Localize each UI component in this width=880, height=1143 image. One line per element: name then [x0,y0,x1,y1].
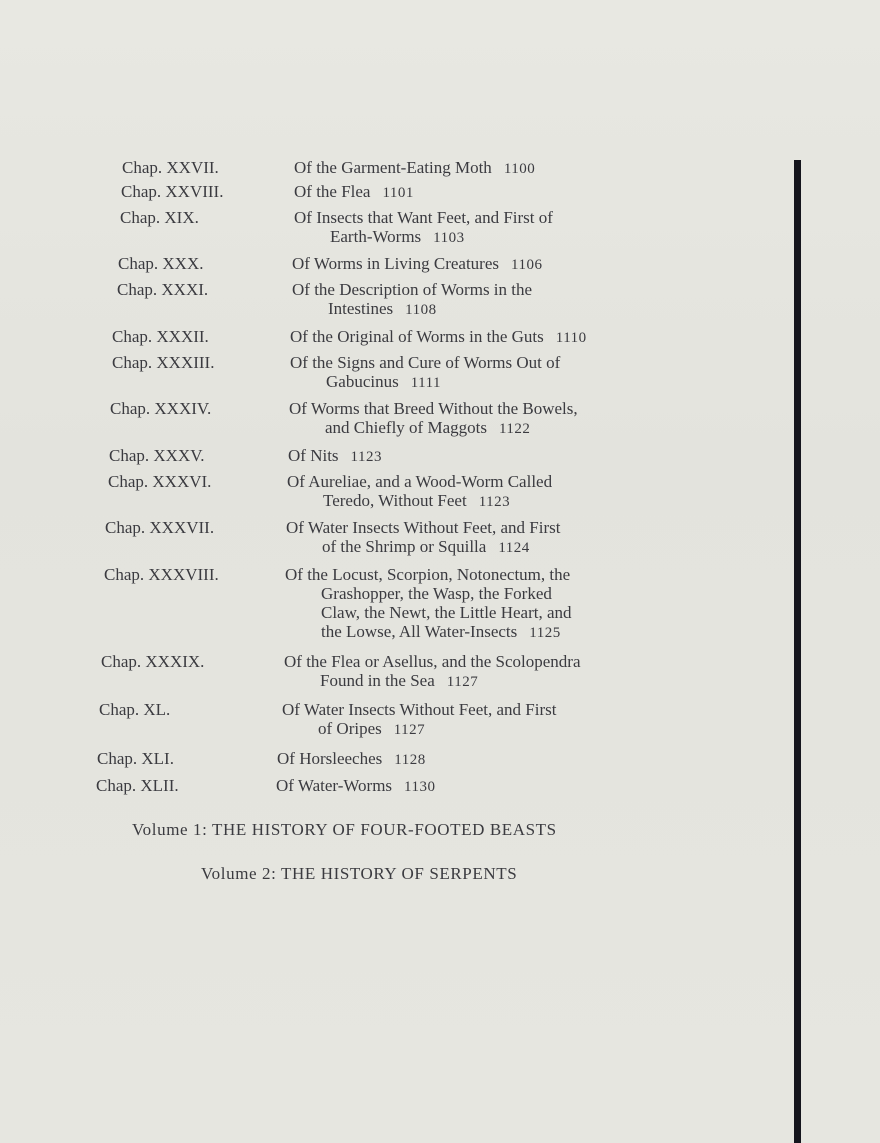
page-number: 1130 [404,779,436,795]
chapter-title-line: Teredo, Without Feet [323,491,467,510]
chapter-title [277,749,735,770]
chapter-title-line: Of Nits [288,446,339,465]
page-number: 1123 [350,449,382,465]
page-number: 1110 [555,330,587,346]
chapter-title-line: Of the Garment-Eating Moth [294,158,492,177]
chapter-title-line: Of the Flea [294,182,371,201]
page-number: 1111 [410,375,442,391]
chapter-title [294,158,735,179]
chapter-title-line: Of Aureliae, and a Wood-Worm Called [287,472,553,491]
chapter-title-line: Of Worms in Living Creatures [292,254,500,273]
chapter-title-line: Found in the Sea [320,671,435,690]
chapter-title-line: Of the Original of Worms in the Guts [290,327,544,346]
chapter-title [284,652,735,692]
page-number: 1124 [498,540,530,556]
chapter-number: Chap. XXXI. [117,280,209,299]
chapter-title [292,280,735,320]
chapter-title-line: Of Water Insects Without Feet, and First [286,518,561,537]
page-number: 1108 [405,302,437,318]
chapter-number: Chap. XXXIV. [110,399,212,418]
chapter-number: Chap. XXXVII. [105,518,215,537]
chapter-title-line: Of Worms that Breed Without the Bowels, [289,399,578,418]
page-number: 1122 [498,421,531,437]
chapter-title [289,399,735,439]
page-number: 1128 [394,752,426,768]
chapter-title-line: Of the Signs and Cure of Worms Out of [290,353,561,372]
page-number: 1127 [446,674,479,690]
page-number: 1125 [529,625,561,641]
chapter-title [288,446,735,467]
chapter-number: Chap. XXXVI. [108,472,212,491]
chapter-title-line: Of Horsleeches [277,749,383,768]
chapter-number: Chap. XLI. [97,749,174,768]
chapter-number: Chap. XXXIX. [101,652,205,671]
chapter-title-line: Earth-Worms [330,227,422,246]
chapter-title-line: Of the Flea or Asellus, and the Scolopendra [284,652,581,671]
chapter-number: Chap. XLII. [96,776,179,795]
chapter-number: Chap. XIX. [120,208,199,227]
chapter-number: Chap. XL. [99,700,171,719]
page-number: 1106 [511,257,543,273]
page-number: 1101 [382,185,414,201]
volume-heading: Volume 1: THE HISTORY OF FOUR-FOOTED BEASTS [132,820,557,839]
page-number: 1127 [393,722,426,738]
chapter-title [286,518,735,558]
chapter-title [282,700,735,740]
volume-heading: Volume 2: THE HISTORY OF SERPENTS [201,864,518,883]
chapter-title-line: of the Shrimp or Squilla [322,537,487,556]
chapter-title-line: of Oripes [318,719,382,738]
chapter-title-line: Of Water-Worms [276,776,393,795]
chapter-number: Chap. XXX. [118,254,204,273]
page-edge-bar [794,160,801,1143]
chapter-title [294,208,735,248]
page-number: 1100 [503,161,536,177]
chapter-title [290,353,735,393]
chapter-title [287,472,735,512]
chapter-number: Chap. XXXVIII. [104,565,219,584]
chapter-title-line: Of Water Insects Without Feet, and First [282,700,557,719]
chapter-title-line: Grashopper, the Wasp, the Forked [321,584,552,603]
chapter-number: Chap. XXXV. [109,446,205,465]
chapter-title-line: Of the Description of Worms in the [292,280,533,299]
chapter-number: Chap. XXXIII. [112,353,215,372]
page-number: 1103 [433,230,465,246]
chapter-number: Chap. XXVIII. [121,182,224,201]
chapter-title [285,565,735,643]
chapter-title-line: Claw, the Newt, the Little Heart, and [321,603,572,622]
chapter-title [294,182,735,203]
chapter-title-line: Gabucinus [326,372,399,391]
chapter-title-line: Of the Locust, Scorpion, Notonectum, the [285,565,571,584]
chapter-title [276,776,735,797]
chapter-title [292,254,735,275]
chapter-title-line: and Chiefly of Maggots [325,418,487,437]
chapter-number: Chap. XXVII. [122,158,219,177]
chapter-number: Chap. XXXII. [112,327,209,346]
chapter-title-line: Of Insects that Want Feet, and First of [294,208,553,227]
chapter-title-line: the Lowse, All Water-Insects [321,622,518,641]
chapter-title [290,327,735,348]
chapter-title-line: Intestines [328,299,394,318]
page-number: 1123 [478,494,511,510]
